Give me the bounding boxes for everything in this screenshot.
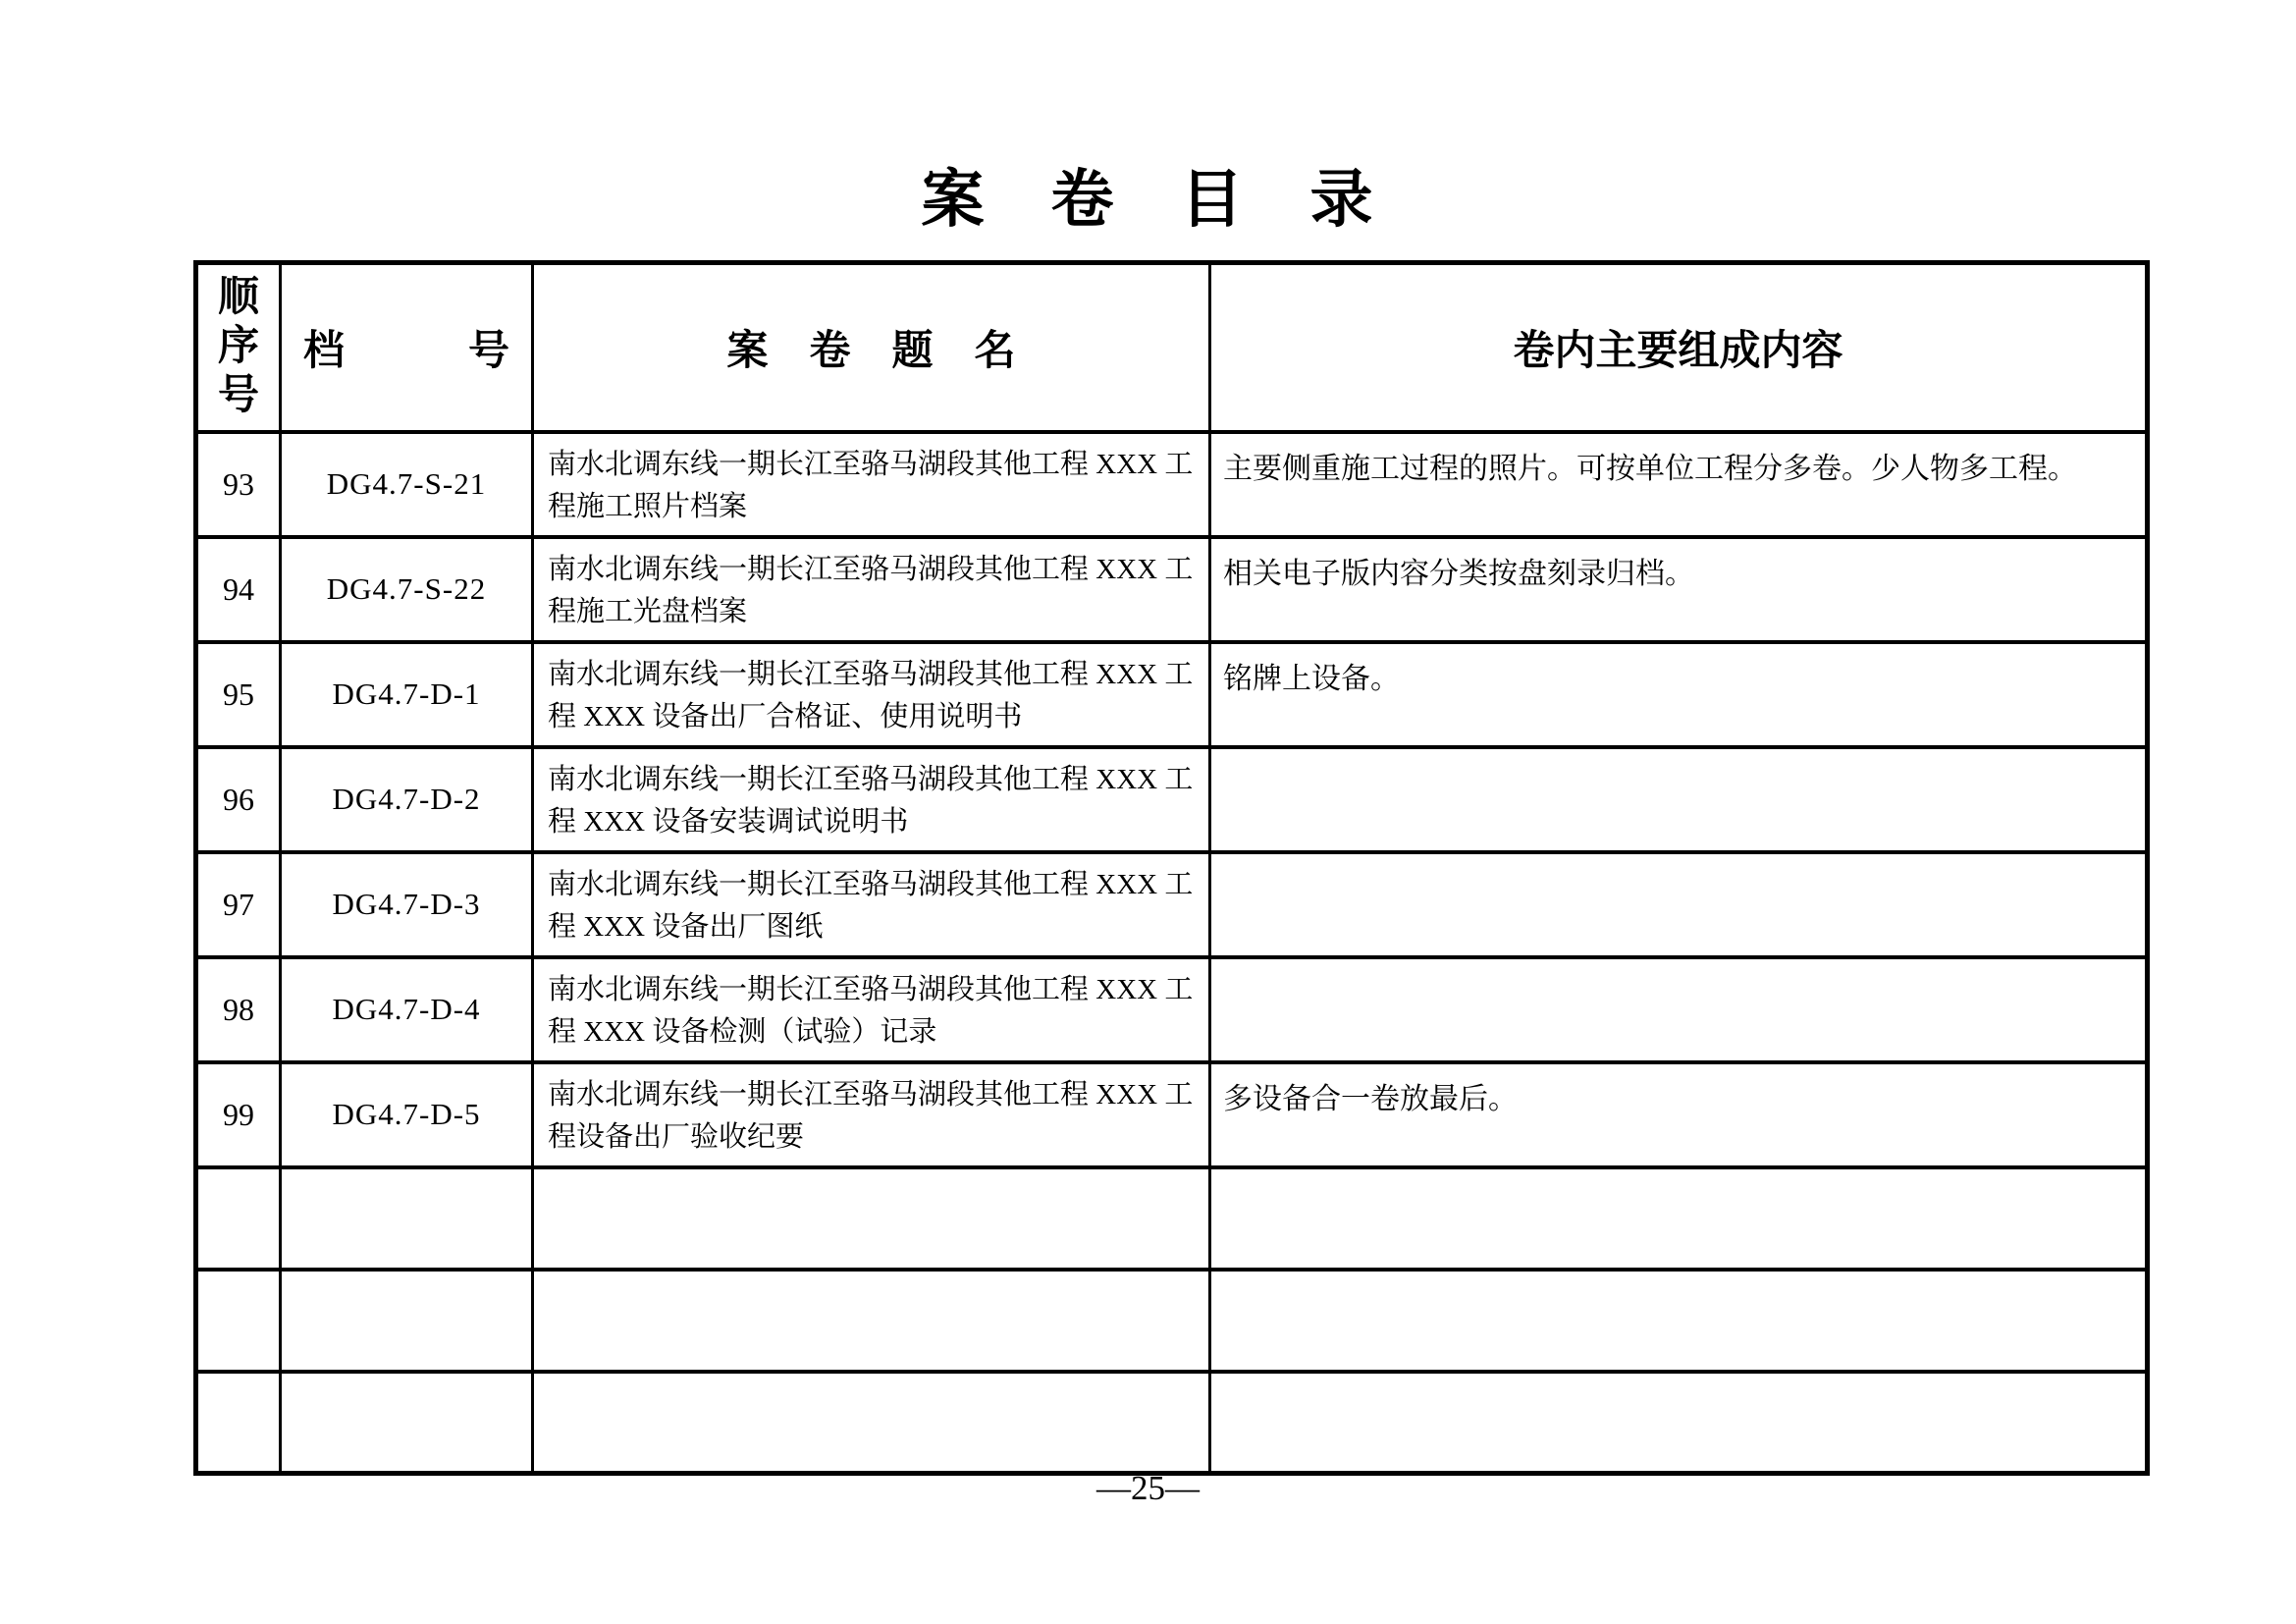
header-seq-label: 顺序号	[218, 275, 260, 418]
header-title: 案 卷 题 名	[533, 263, 1210, 432]
cell-seq	[196, 1167, 281, 1270]
cell-title	[533, 1270, 1210, 1372]
table-row	[196, 432, 2148, 537]
cell-file-no: DG4.7-D-4	[281, 957, 533, 1062]
cell-file-no: DG4.7-S-21	[281, 432, 533, 537]
cell-title: 南水北调东线一期长江至骆马湖段其他工程 XXX 工程 XXX 设备检测（试验）记录	[533, 957, 1210, 1062]
catalog-table	[193, 260, 2150, 1476]
table-row	[196, 747, 2148, 852]
cell-content	[1210, 747, 2148, 852]
cell-seq: 95	[196, 642, 281, 747]
cell-seq: 99	[196, 1062, 281, 1167]
cell-title: 南水北调东线一期长江至骆马湖段其他工程 XXX 工程施工光盘档案	[533, 537, 1210, 642]
table-header	[196, 263, 2148, 432]
cell-title	[533, 1167, 1210, 1270]
header-seq	[196, 263, 281, 432]
cell-file-no: DG4.7-S-22	[281, 537, 533, 642]
page-title: 案 卷 目 录	[921, 164, 1375, 235]
cell-content: 主要侧重施工过程的照片。可按单位工程分多卷。少人物多工程。	[1210, 432, 2148, 537]
cell-title: 南水北调东线一期长江至骆马湖段其他工程 XXX 工程设备出厂验收纪要	[533, 1062, 1210, 1167]
cell-file-no: DG4.7-D-3	[281, 852, 533, 957]
table-row	[196, 1372, 2148, 1474]
cell-content: 多设备合一卷放最后。	[1210, 1062, 2148, 1167]
table-row	[196, 957, 2148, 1062]
cell-title: 南水北调东线一期长江至骆马湖段其他工程 XXX 工程施工照片档案	[533, 432, 1210, 537]
cell-content	[1210, 852, 2148, 957]
cell-seq: 97	[196, 852, 281, 957]
cell-content	[1210, 1372, 2148, 1474]
table-row	[196, 1270, 2148, 1372]
header-row	[196, 263, 2148, 432]
cell-content	[1210, 1270, 2148, 1372]
cell-seq	[196, 1372, 281, 1474]
header-content: 卷内主要组成内容	[1210, 263, 2148, 432]
cell-content: 相关电子版内容分类按盘刻录归档。	[1210, 537, 2148, 642]
cell-file-no: DG4.7-D-1	[281, 642, 533, 747]
table-row	[196, 1167, 2148, 1270]
cell-seq: 94	[196, 537, 281, 642]
cell-file-no: DG4.7-D-5	[281, 1062, 533, 1167]
table-row	[196, 852, 2148, 957]
cell-title	[533, 1372, 1210, 1474]
cell-seq: 93	[196, 432, 281, 537]
cell-seq	[196, 1270, 281, 1372]
cell-file-no	[281, 1372, 533, 1474]
cell-file-no: DG4.7-D-2	[281, 747, 533, 852]
cell-content	[1210, 957, 2148, 1062]
cell-file-no	[281, 1270, 533, 1372]
cell-seq: 96	[196, 747, 281, 852]
cell-title: 南水北调东线一期长江至骆马湖段其他工程 XXX 工程 XXX 设备安装调试说明书	[533, 747, 1210, 852]
cell-content	[1210, 1167, 2148, 1270]
cell-content: 铭牌上设备。	[1210, 642, 2148, 747]
table-row	[196, 537, 2148, 642]
cell-title: 南水北调东线一期长江至骆马湖段其他工程 XXX 工程 XXX 设备出厂图纸	[533, 852, 1210, 957]
header-file-no: 档 号	[281, 263, 533, 432]
cell-title: 南水北调东线一期长江至骆马湖段其他工程 XXX 工程 XXX 设备出厂合格证、使用说明书	[533, 642, 1210, 747]
cell-seq: 98	[196, 957, 281, 1062]
cell-file-no	[281, 1167, 533, 1270]
page-number: —25—	[1096, 1469, 1200, 1507]
table-row	[196, 642, 2148, 747]
table-row	[196, 1062, 2148, 1167]
